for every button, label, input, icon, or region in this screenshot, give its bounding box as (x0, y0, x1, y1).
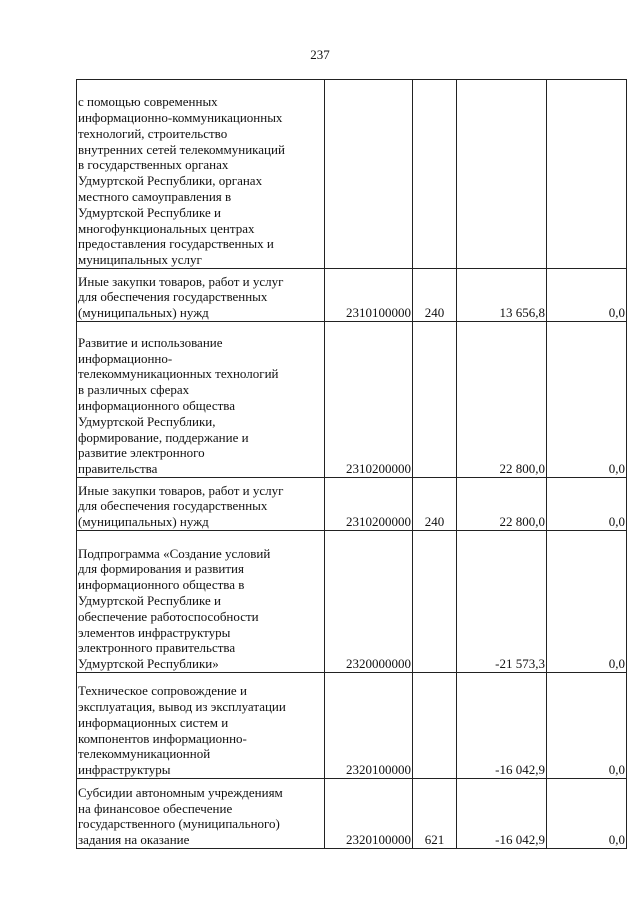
row-reference: 0,0 (547, 673, 627, 779)
row-amount: 22 800,0 (457, 322, 547, 478)
budget-table (76, 79, 627, 849)
row-amount (457, 80, 547, 269)
row-reference (547, 80, 627, 269)
row-code: 2320000000 (325, 531, 413, 673)
table-row (77, 779, 627, 849)
row-amount: -16 042,9 (457, 673, 547, 779)
row-reference: 0,0 (547, 779, 627, 849)
row-expense-type (413, 531, 457, 673)
row-amount: -21 573,3 (457, 531, 547, 673)
row-code (325, 80, 413, 269)
row-code: 2310100000 (325, 269, 413, 322)
page-number: 237 (310, 47, 330, 62)
row-expense-type (413, 80, 457, 269)
table-row (77, 673, 627, 779)
row-name: Субсидии автономным учреждениям на финансовое обеспечение государственного (муниципального) задания на оказание (77, 779, 325, 849)
table-row (77, 531, 627, 673)
row-amount: 13 656,8 (457, 269, 547, 322)
row-reference: 0,0 (547, 322, 627, 478)
row-code: 2310200000 (325, 322, 413, 478)
row-name: Иные закупки товаров, работ и услуг для обеспечения государственных (муниципальных) нужд (77, 269, 325, 322)
row-expense-type (413, 322, 457, 478)
table-row (77, 269, 627, 322)
row-name: Подпрограмма «Создание условий для формирования и развития информационного общества в Удмуртской Республике и обеспечение работоспособности элементов инфраструктуры электронного правительства Удмуртской Республики» (77, 531, 325, 673)
row-name: Развитие и использование информационно- телекоммуникационных технологий в различных сферах информационного общества Удмуртской Республики, формирование, поддержание и развитие электронного правительства (77, 322, 325, 478)
row-code: 2320100000 (325, 779, 413, 849)
row-expense-type (413, 673, 457, 779)
row-expense-type: 240 (413, 478, 457, 531)
row-name: Техническое сопровождение и эксплуатация, вывод из эксплуатации информационных систем и компонентов информационно- телекоммуникационной инфраструктуры (77, 673, 325, 779)
row-amount: 22 800,0 (457, 478, 547, 531)
row-expense-type: 621 (413, 779, 457, 849)
row-amount: -16 042,9 (457, 779, 547, 849)
row-reference: 0,0 (547, 478, 627, 531)
table-row (77, 322, 627, 478)
row-reference: 0,0 (547, 269, 627, 322)
row-expense-type: 240 (413, 269, 457, 322)
table-row (77, 80, 627, 269)
row-code: 2310200000 (325, 478, 413, 531)
table-row (77, 478, 627, 531)
row-code: 2320100000 (325, 673, 413, 779)
row-name: с помощью современных информационно-коммуникационных технологий, строительство внутренних сетей телекоммуникаций в государственных органах Удмуртской Республики, органах местного самоуправления в Удмуртской Республике и многофункциональных центрах предоставления государственных и муниципальных услуг (77, 80, 325, 269)
row-name: Иные закупки товаров, работ и услуг для обеспечения государственных (муниципальных) нужд (77, 478, 325, 531)
row-reference: 0,0 (547, 531, 627, 673)
